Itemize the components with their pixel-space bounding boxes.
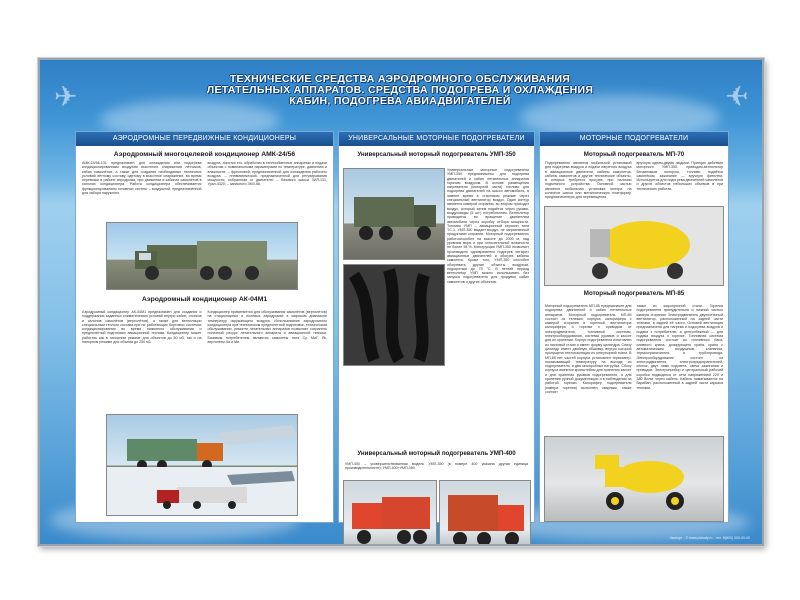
paragraph: УМП-400 – усовершенствованная модель УМП-350 (в номере 400 указана другая единица производительности); УМП-400+УМП-350 bbox=[345, 462, 528, 471]
column-universal-heaters bbox=[338, 131, 535, 523]
section-title: Аэродромный кондиционер АК-04М1 bbox=[141, 296, 268, 303]
mp70-photo bbox=[544, 206, 724, 286]
paragraph: также из жаропрочной стали. Горелка подогревателя принудительна и нижний частью камеры сгорания. Электродвигатель двухпоточный вентилятор, расположенный на задней части тележки, в задней её части. Основой вентиляция предназначена для нагрева и подогрева воздуха и подачи к потребителю, а центробежный — для подачи воздуха к горелке. Топливная система подогревателя состоит из топливного бака, сливного крана, дозирующего крана, крана с автоматическим воздушным клапаном, термоограничителя и трубопровода. Электрооборудование состоит из электродвигателя, электропредохранителей, кнопок, двух ламп подсвета, свечи зажигания и проводов. Электроприбор и центральный рабочий коробки подводятся от сети напряжением 220 и 380 Вольт через кабель. Кабель наматывается на барабан, расположенный в задней части каркаса тележки. bbox=[636, 304, 723, 390]
amk-truck-illustration bbox=[107, 223, 297, 289]
column-air-conditioners bbox=[75, 131, 334, 523]
ump400-photo-left bbox=[343, 480, 437, 546]
column-header: УНИВЕРСАЛЬНЫЕ МОТОРНЫЕ ПОДОГРЕВАТЕЛИ bbox=[339, 132, 534, 146]
ump350-illustration bbox=[344, 169, 444, 259]
paragraph: воздуха, очистки его, обработки в теплообменных аппаратах и подачи объектам с номинальными параметрами по температуре, давлению и влажности; – фреоновой, предназначенной для охлаждения рабочего воздуха; – пневматической, предназначенной для регулирования мощности, собранным от двигателя: – базового шасси ЗИЛ-131, Урал-4320; – запасного ЗМЗ-66. bbox=[207, 161, 327, 187]
column-header: МОТОРНЫЕ ПОДОГРЕВАТЕЛИ bbox=[540, 132, 728, 146]
section-title: Универсальный моторный подогреватель УМП-350 bbox=[357, 151, 516, 158]
paragraph: Универсальные моторные подогреватели УМП-350 предназначены для подогрева двигателей и кабин летательных аппаратов горячим воздухом. В основе размещения нагревателя (моторной части) топливо для подогрева двигателей на шасси автомобиля, в зимнее время в стартовом режиме через специальный вентилятор воздух. Один контур является камерой сгорания, во втором проходит воздух, который затем подаётся через рукава-воздуховоды (5 шт.) потребителям. Вентилятор приводится во вращение двигателем автомобиля через коробку отбора мощности. Топливо УМП – авиационный керосин типа ТС-1. УМП-350 выдает воздух, не загрязненный продуктами сгорания. Моторный подогреватель работоспособен на высоте до 2000 м, над уровнем моря и при относительной влажности не более 98 %. Конструкция УМП-350 позволяет производить одновременно подогрев четырех авиационных двигателей и обогрев кабины самолета. Кроме того, УМП-350 способен обогревать другие объекты воздухом, подогретым до 75 °С. В летний период вентилятор УМП можно использовать без запуска подогревателя для продувки кабин самолетов и других объектов. bbox=[447, 168, 529, 284]
ump400-illustration bbox=[440, 481, 530, 546]
column-motor-heaters bbox=[539, 131, 729, 523]
paragraph: АМК-24/56-131 предназначен для охлаждения или подогрева кондиционированным воздухом высотного снаряжения лётчиков, кабин самолётов, а также для создания необходимых тепличных условий лётному составу, одетому в высотное снаряжение, во время перевозки в районе аэродрома, при движении в кабинах самолётов в салонах кондиционера. Работа кондиционера обеспечивается функционированием основных систем: – воздушной, предназначенной для забора наружного bbox=[82, 161, 202, 196]
section-title: Аэродромный многоцелевой кондиционер АМК-24/56 bbox=[113, 151, 296, 158]
poster bbox=[38, 58, 764, 546]
paragraph: Кондиционер применяется для обслуживания самолётов (вертолётов) на стационарных и полевых аэродромах в широком диапазоне температур окружающего воздуха. Использование аэродромного кондиционера при техническом предполетной подготовке, техническом обслуживании, ремонте летательных аппаратов позволяет сохранить полезный ресурс летательного аппарата и авиационной техники. Базовым потребителем являются самолеты типа Су, МиГ, Як, вертолеты Ка и Ми. bbox=[207, 310, 327, 345]
paragraph: Подогреватель является мобильной установкой для подогрева воздуха и подачи нагретого воздуха в авиационные двигатели, кабины самолетов, кабины самолетов и другие технические объекты, в которых требуется прогрев; при наличии подъемного устройства. Основной частью является мобильная установка мотора на колесное шасси или металлическую платформу, предназначенную для перемещения bbox=[545, 161, 632, 200]
paragraph: вручную одним-двумя людьми. Принцип действия моторного УМП-350, приводом-вентилятор бензиновым мотором, топливо подаётся самотёком, зажигание — вручную фитилем. Используется для подогрева двигателей самолетов и других объектов небольших объемов в при технических работах. bbox=[636, 161, 724, 191]
paragraph: Аэродромный кондиционер АК-04М1 предназначен для создания и поддержания заданных климатических условий внутри кабин, отсеков и салонов самолётов (вертолётов), а также для вентиляции специальным теплого состава при не работающих бортовых системах кондиционирования во время наземного обслуживания и предполётной подготовки авиационной техники. Кондиционер может работать как в напорном режиме для объектов до 50 м3, так и на напорном режиме для объема до 250 м3. bbox=[82, 310, 202, 345]
ump400-illustration bbox=[344, 481, 436, 546]
hoses-illustration bbox=[344, 265, 444, 365]
ak04m1-photo bbox=[106, 414, 298, 516]
airplane-left-icon: ✈ bbox=[54, 81, 78, 112]
ak04m1-illustration bbox=[107, 415, 297, 515]
text-block bbox=[545, 304, 723, 394]
paragraph: Моторный подогреватель МП-85 предназначен для подогрева двигателей и кабин летательных аппаратов. Моторный подогреватель МП-85 состоит из тележки, корпуса, калорифера с камерой сгорания и горелкой, вентилятора калорифера и горелки с приводом от электродвигателя, топливной системы, электрооборудования, системы рукавов и кассет для их хранения. Корпус подогревателя изготовлен из листовой стали и имеет форму цилиндра. Снизу цилиндр имеет двойную обшивку, внутри которой пропущена теплоизоляция из огнеупорной ткани. В МП-85 нет частей корпуса установлен термометр, показывающий температуру на выходе из подогревателя, и два газопробных патрубка. Сбоку корпуса имеются кронштейны для хранения кассет и для хранения рукавов подогревателя, а для хранения ручной документации и в наблюдении за работой горелки. Калорифер подогревателя (камера горения) выполнен сварным, также состоит bbox=[545, 304, 632, 394]
ump400-photo-right bbox=[439, 480, 531, 546]
section-title: Моторный подогреватель МП-85 bbox=[583, 290, 685, 297]
airplane-right-icon: ✈ bbox=[724, 81, 748, 112]
amk-truck-photo bbox=[106, 222, 298, 290]
column-header: АЭРОДРОМНЫЕ ПЕРЕДВИЖНЫЕ КОНДИЦИОНЕРЫ bbox=[76, 132, 333, 146]
footer-credit: Экспорт - © www.plakaty.ru - тел. 8(800) 000-00-00 bbox=[669, 536, 750, 540]
poster-title: ТЕХНИЧЕСКИЕ СРЕДСТВА АЭРОДРОМНОГО ОБСЛУЖИВАНИЯ ЛЕТАТЕЛЬНЫХ АППАРАТОВ. СРЕДСТВА ПОДОГРЕВА И ОХЛАЖДЕНИЯ КАБИН, ПОДОГРЕВА АВИАДВИГАТЕЛЕЙ bbox=[206, 73, 594, 107]
ump350-hoses-photo bbox=[343, 264, 445, 366]
text-block bbox=[82, 310, 327, 344]
mp85-photo bbox=[544, 436, 724, 522]
ump350-photo bbox=[343, 168, 445, 260]
text-block bbox=[76, 158, 333, 195]
mp70-illustration bbox=[545, 207, 723, 285]
section-title: Моторный подогреватель МП-70 bbox=[583, 151, 685, 158]
mp85-illustration bbox=[545, 437, 723, 521]
section-title: Универсальный моторный подогреватель УМП-400 bbox=[357, 450, 516, 457]
text-block bbox=[540, 158, 728, 200]
